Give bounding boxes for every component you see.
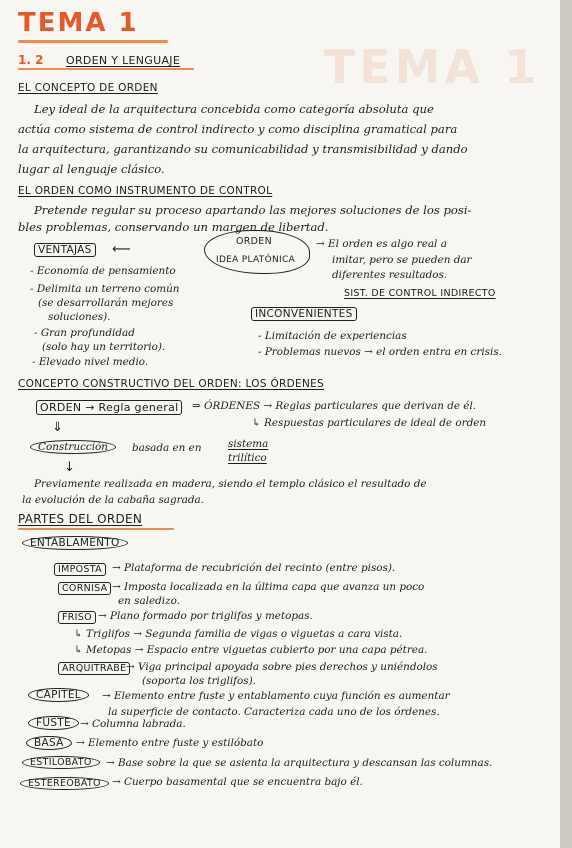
ventaja-5: - Gran profundidad	[34, 327, 135, 339]
ventaja-7: - Elevado nivel medio.	[32, 356, 149, 368]
heading-partes: PARTES DEL ORDEN	[18, 512, 143, 526]
basada-text: basada en en	[132, 442, 202, 454]
cloud-text-1: ORDEN	[236, 236, 273, 247]
ventaja-4: soluciones).	[48, 311, 111, 323]
entablamento-oval: ENTABLAMENTO	[22, 536, 128, 550]
imposta-text: → Plataforma de recubrición del recinto (entre pisos).	[112, 562, 396, 574]
p1-line-3: la arquitectura, garantizando su comunicabilidad y transmisibilidad y dando	[18, 142, 468, 156]
ventaja-6: (solo hay un territorio).	[42, 341, 166, 353]
metopas-text: ↳ Metopas → Espacio entre viguetas cubierto por una capa pétrea.	[74, 644, 428, 656]
inconveniente-1: - Limitación de experiencias	[258, 330, 407, 342]
section-underline	[18, 68, 194, 70]
arquitrabe-text: → Viga principal apoyada sobre pies derechos y uniéndolos	[126, 661, 438, 673]
title-underline	[18, 40, 168, 43]
estilobato-text: → Base sobre la que se asienta la arquitectura y descansan las columnas.	[106, 757, 493, 769]
p3-line-1: Previamente realizada en madera, siendo el templo clásico el resultado de	[34, 478, 427, 490]
estilobato-oval: ESTILÓBATO	[22, 756, 100, 769]
heading-constructivo: CONCEPTO CONSTRUCTIVO DEL ORDEN: LOS ÓRDENES	[18, 378, 325, 390]
p1-line-1: Ley ideal de la arquitectura concebida como categoría absoluta que	[34, 102, 434, 116]
partes-underline	[18, 528, 174, 530]
p2-line-1: Pretende regular su proceso apartando las mejores soluciones de los posi-	[34, 203, 472, 217]
trilitico-text: trilítico	[228, 452, 267, 464]
right-note-1: → El orden es algo real a	[316, 238, 447, 250]
respuestas-line: ↳ Respuestas particulares de ideal de orden	[252, 417, 487, 429]
ventaja-1: - Economía de pensamiento	[30, 265, 176, 277]
cornisa-box: CORNISA	[58, 582, 111, 595]
page-title: TEMA 1	[18, 8, 139, 38]
next-page-edge	[560, 0, 572, 848]
arrow-down: ↓	[64, 460, 76, 475]
arquitrabe-box: ARQUITRABE	[58, 662, 130, 675]
capitel-oval: CAPITEL	[28, 688, 89, 702]
imposta-box: IMPOSTA	[54, 563, 106, 576]
cornisa-text: → Imposta localizada en la última capa que avanza un poco	[112, 581, 425, 593]
arquitrabe-text-2: (soporta los triglifos).	[142, 675, 256, 687]
cornisa-text-2: en saledizo.	[118, 595, 180, 607]
section-number: 1. 2	[18, 53, 44, 67]
basa-text: → Elemento entre fuste y estilóbato	[76, 737, 264, 749]
p2-line-2: bles problemas, conservando un margen de libertad.	[18, 220, 329, 234]
sist-control: SIST. DE CONTROL INDIRECTO	[344, 288, 496, 299]
fuste-text: → Columna labrada.	[80, 718, 186, 730]
cloud-text-2: IDEA PLATÓNICA	[216, 255, 296, 265]
right-note-2: imitar, pero se pueden dar	[332, 254, 472, 266]
inconveniente-2: - Problemas nuevos → el orden entra en crisis.	[258, 346, 502, 358]
inconvenientes-box: INCONVENIENTES	[251, 307, 357, 321]
sistema-text: sistema	[228, 438, 269, 450]
p1-line-4: lugar al lenguaje clásico.	[18, 162, 165, 176]
triglifos-text: ↳ Triglifos → Segunda familia de vigas o viguetas a cara vista.	[74, 628, 403, 640]
ventaja-3: (se desarrollarán mejores	[38, 297, 174, 309]
section-title: ORDEN Y LENGUAJE	[66, 54, 181, 67]
right-note-3: diferentes resultados.	[332, 269, 448, 281]
arrow-left: ⟵	[112, 242, 131, 257]
ventaja-2: - Delimita un terreno común	[30, 283, 180, 295]
p1-line-2: actúa como sistema de control indirecto y como disciplina gramatical para	[18, 122, 458, 136]
ordenes-line: ⇒ ÓRDENES → Reglas particulares que derivan de él.	[192, 400, 477, 412]
friso-text: → Plano formado por triglifos y metopas.	[98, 610, 313, 622]
ventajas-box: VENTAJAS	[34, 243, 96, 257]
capitel-text-1: → Elemento entre fuste y entablamento cuya función es aumentar	[102, 690, 450, 702]
capitel-text-2: la superficie de contacto. Caracteriza cada uno de los órdenes.	[108, 706, 440, 718]
heading-instrumento: EL ORDEN COMO INSTRUMENTO DE CONTROL	[18, 185, 273, 197]
estereobato-text: → Cuerpo basamental que se encuentra bajo él.	[112, 776, 363, 788]
construccion-oval: Construcción	[30, 440, 116, 454]
bleed-through-title: TEMA 1	[323, 40, 540, 94]
basa-oval: BASA	[26, 736, 72, 750]
fuste-oval: FUSTE	[28, 716, 79, 730]
heading-concepto: EL CONCEPTO DE ORDEN	[18, 82, 158, 94]
estereobato-oval: ESTEREÓBATO	[20, 777, 109, 790]
p3-line-2: la evolución de la cabaña sagrada.	[22, 494, 204, 506]
friso-box: FRISO	[58, 611, 96, 624]
orden-regla-box: ORDEN → Regla general	[36, 400, 182, 415]
double-arrow-down: ⇓	[52, 420, 64, 435]
